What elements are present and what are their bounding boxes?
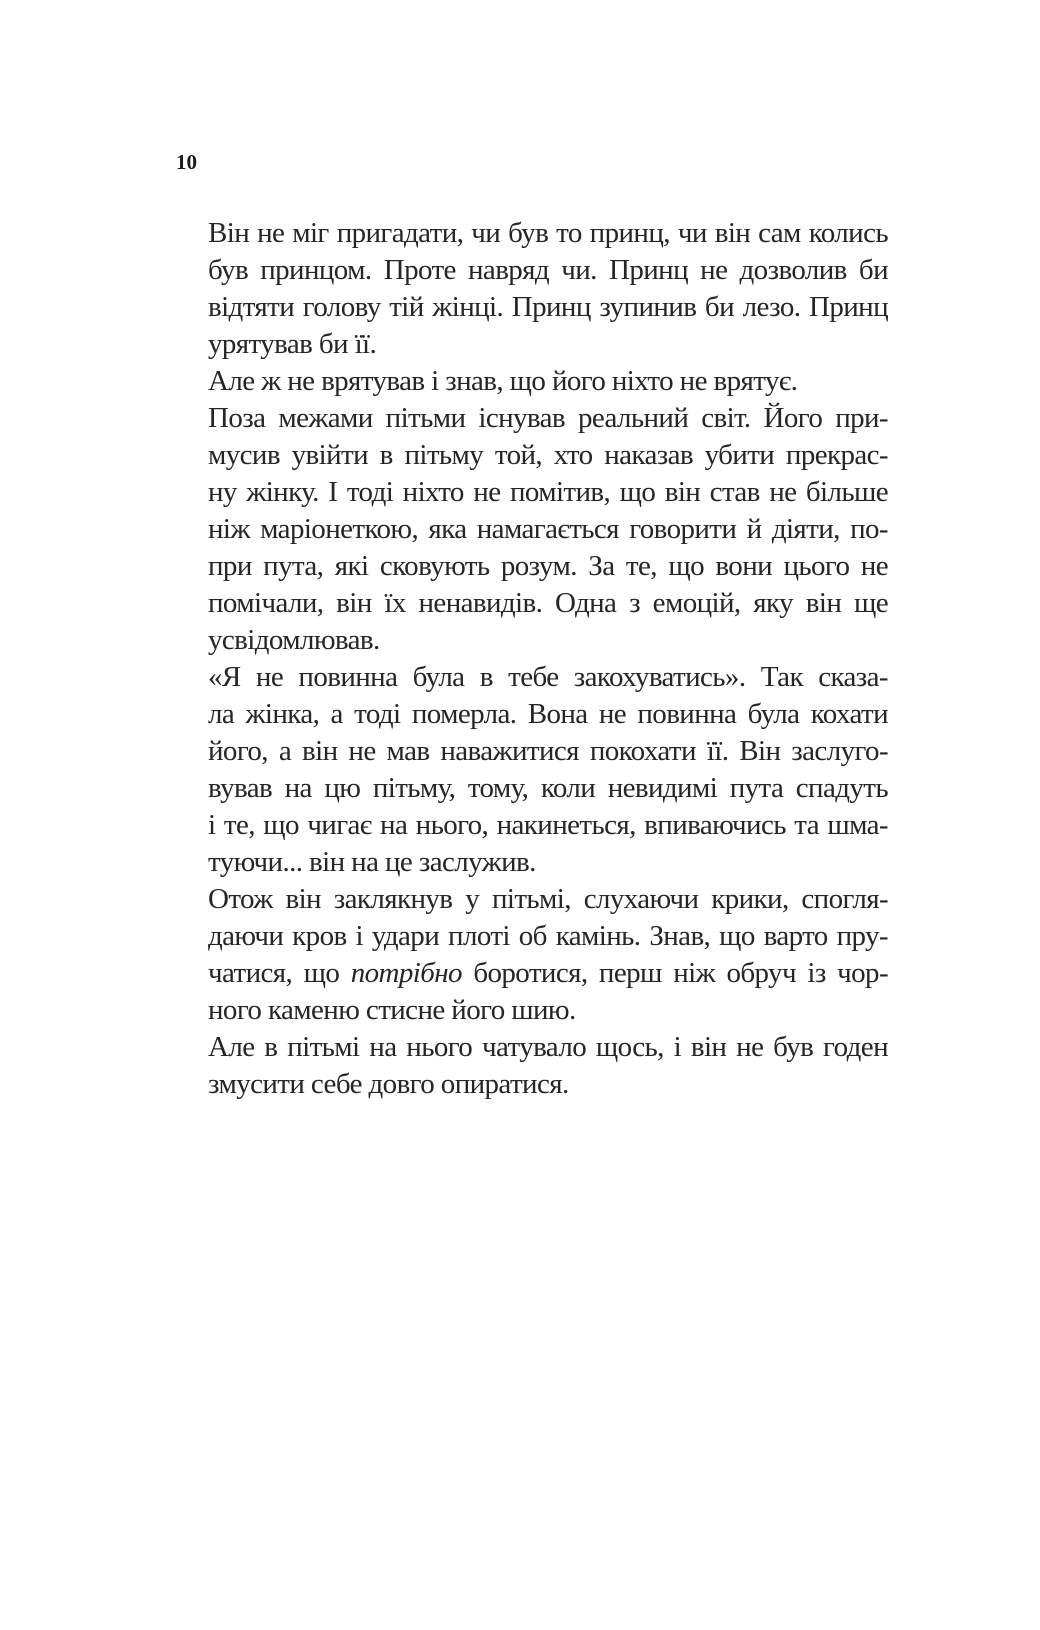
text-line: Але ж не врятував і знав, що його ніхто не врятує. — [208, 365, 798, 397]
text-segment: чатися, що — [208, 957, 351, 989]
paragraph-6 — [176, 1029, 888, 1103]
text-line: Він не міг пригадати, чи був то принц, чи він сам колись — [208, 217, 888, 249]
text-line: мусив увійти в пітьму той, хто наказав убити прекрас- — [208, 439, 888, 471]
emphasized-word: потрібно — [350, 957, 462, 989]
text-line: Але в пітьмі на нього чатувало щось, і він не був годен — [208, 1031, 888, 1063]
text-line: помічали, він їх ненавидів. Одна з емоцій, яку він ще — [208, 587, 888, 619]
paragraph-2 — [176, 363, 888, 400]
text-line: змусити себе довго опиратися. — [208, 1068, 569, 1100]
text-line: був принцом. Проте навряд чи. Принц не дозволив би — [208, 254, 888, 286]
text-line: ніж маріонеткою, яка намагається говорити й діяти, по- — [208, 513, 888, 545]
text-line-with-emphasis — [176, 955, 888, 992]
body-text — [176, 215, 888, 1103]
text-line: «Я не повинна була в тебе закохуватись». Так сказа- — [208, 661, 888, 693]
paragraph-3 — [176, 400, 888, 659]
text-line: даючи кров і удари плоті об камінь. Знав, що варто пру- — [208, 920, 888, 952]
text-line: і те, що чигає на нього, накинеться, впиваючись та шма- — [208, 809, 888, 841]
page-number: 10 — [176, 150, 197, 174]
text-line: при пута, які сковують розум. За те, що вони цього не — [208, 550, 888, 582]
text-line: туючи... він на це заслужив. — [208, 846, 536, 878]
text-line: урятував би її. — [208, 328, 377, 360]
text-line: ного каменю стисне його шию. — [208, 994, 576, 1026]
paragraph-1 — [176, 215, 888, 363]
text-line: Отож він заклякнув у пітьмі, слухаючи крики, спогля- — [208, 883, 888, 915]
text-segment: боротися, перш ніж обруч із чор- — [461, 957, 889, 989]
text-line: відтяти голову тій жінці. Принц зупинив би лезо. Принц — [208, 291, 888, 323]
paragraph-5 — [176, 881, 888, 1029]
text-line: вував на цю пітьму, тому, коли невидимі пута спадуть — [208, 772, 888, 804]
paragraph-4 — [176, 659, 888, 881]
text-line: його, а він не мав наважитися покохати її. Він заслуго- — [208, 735, 888, 767]
text-line: ну жінку. І тоді ніхто не помітив, що він став не більше — [208, 476, 888, 508]
text-line: усвідомлював. — [208, 624, 380, 656]
text-line: Поза межами пітьми існував реальний світ. Його при- — [208, 402, 888, 434]
text-line: ла жінка, а тоді померла. Вона не повинна була кохати — [208, 698, 888, 730]
